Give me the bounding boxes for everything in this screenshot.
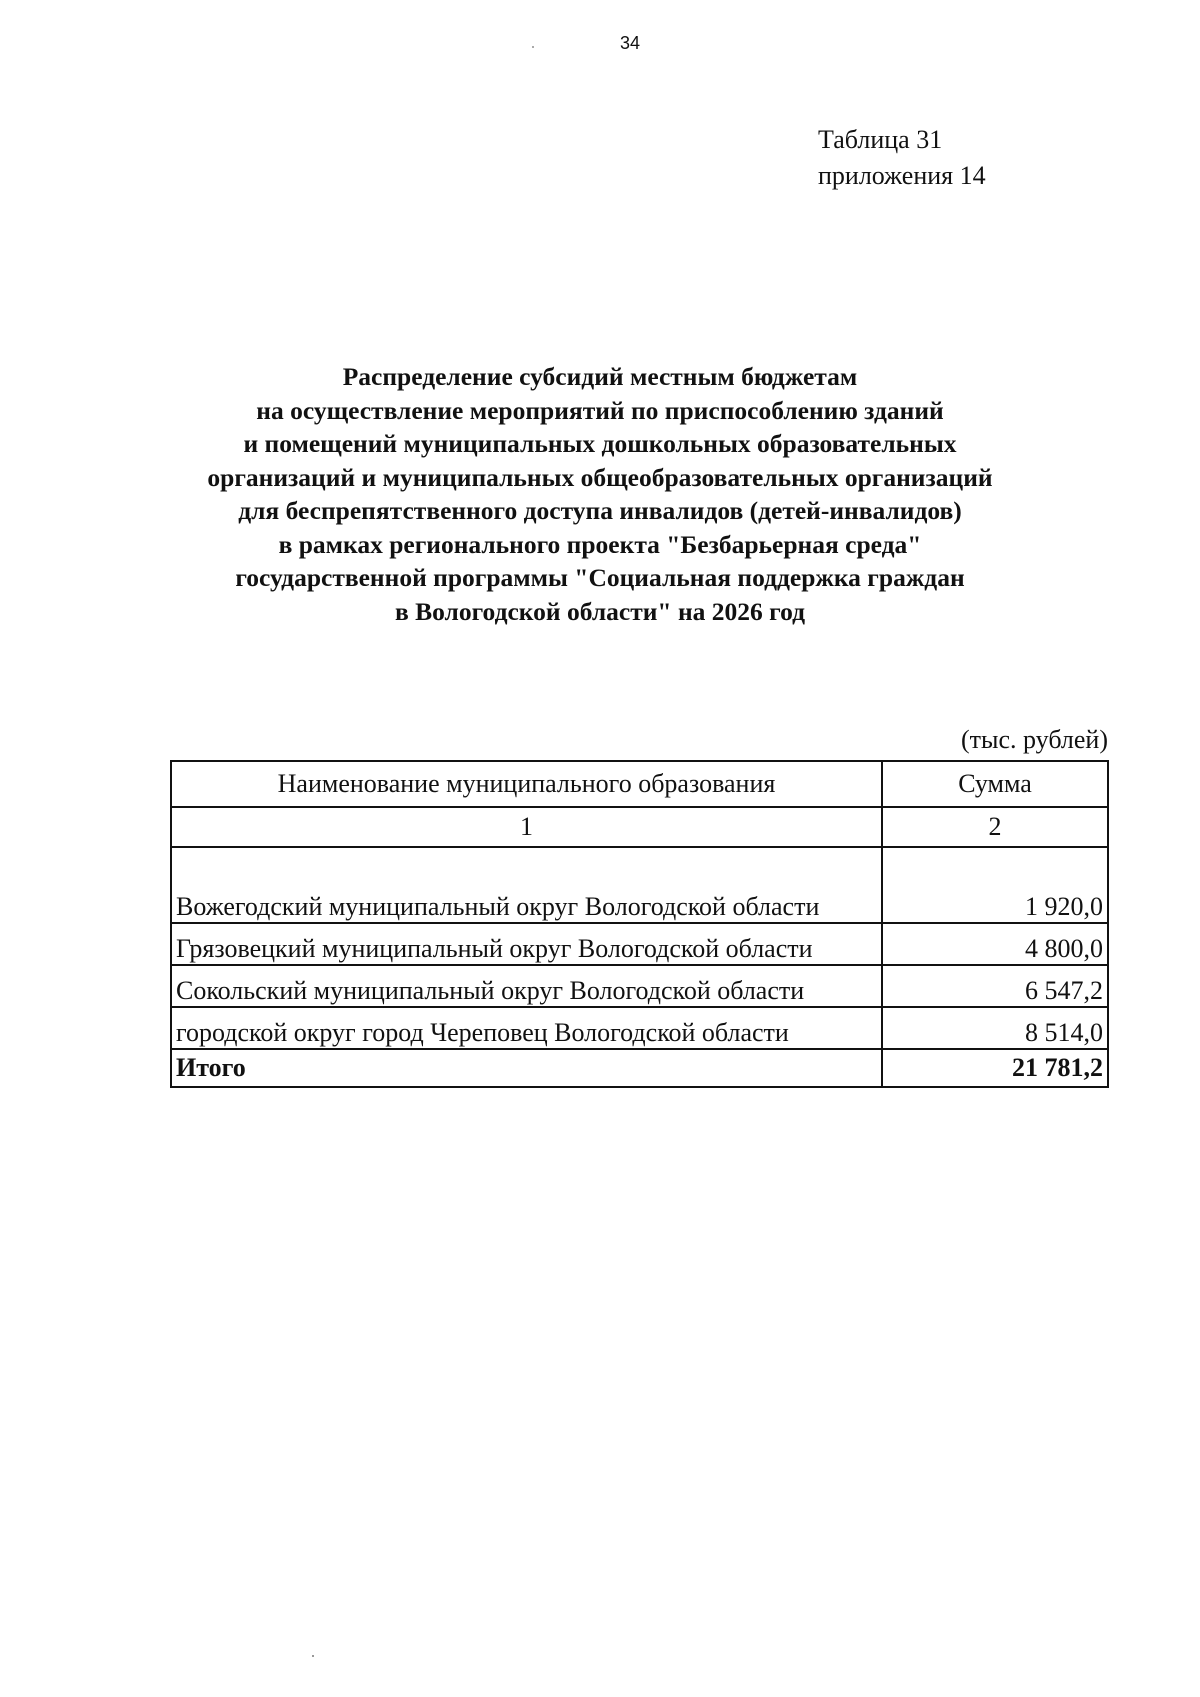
subsidy-amount: 1 920,0 [882,847,1108,923]
total-row [171,1049,1108,1087]
municipality-name: Вожегодский муниципальный округ Вологодской области [171,847,882,923]
title-line: на осуществление мероприятий по приспособлению зданий [256,395,944,425]
table-reference-line: приложения 14 [818,161,986,190]
table-reference-line: Таблица 31 [818,125,943,154]
municipality-name: Грязовецкий муниципальный округ Вологодской области [171,923,882,965]
column-number: 1 [171,807,882,847]
page-number: 34 [620,33,641,53]
table-row [171,923,1108,965]
title-line: для беспрепятственного доступа инвалидов (детей-инвалидов) [238,496,962,525]
scan-speck [532,46,534,48]
table-row [171,1007,1108,1049]
municipality-name: Сокольский муниципальный округ Вологодской области [171,965,882,1007]
column-header-sum: Сумма [882,761,1108,807]
municipality-name: городской округ город Череповец Вологодской области [171,1007,882,1049]
subsidy-amount: 4 800,0 [882,923,1108,965]
scan-speck [312,1655,314,1657]
column-number-row [171,807,1108,847]
unit-label: (тыс. рублей) [960,725,1108,754]
table-reference [818,122,986,194]
document-title [140,360,1060,628]
column-number: 2 [882,807,1108,847]
title-line: в рамках регионального проекта "Безбарьерная среда" [278,529,922,559]
table-row [171,965,1108,1007]
subsidy-amount: 8 514,0 [882,1007,1108,1049]
table-header-row [171,761,1108,807]
subsidy-table [170,760,1109,1088]
column-header-name: Наименование муниципального образования [171,761,882,807]
subsidy-amount: 6 547,2 [882,965,1108,1007]
table-row [171,847,1108,923]
title-line: в Вологодской области" на 2026 год [394,596,806,626]
title-line: организаций и муниципальных общеобразовательных организаций [207,462,993,492]
total-amount: 21 781,2 [882,1049,1108,1087]
title-line: и помещений муниципальных дошкольных образовательных [243,429,957,458]
total-label: Итого [171,1049,882,1087]
title-line: государственной программы "Социальная поддержка граждан [235,563,965,592]
title-line: Распределение субсидий местным бюджетам [342,362,858,391]
